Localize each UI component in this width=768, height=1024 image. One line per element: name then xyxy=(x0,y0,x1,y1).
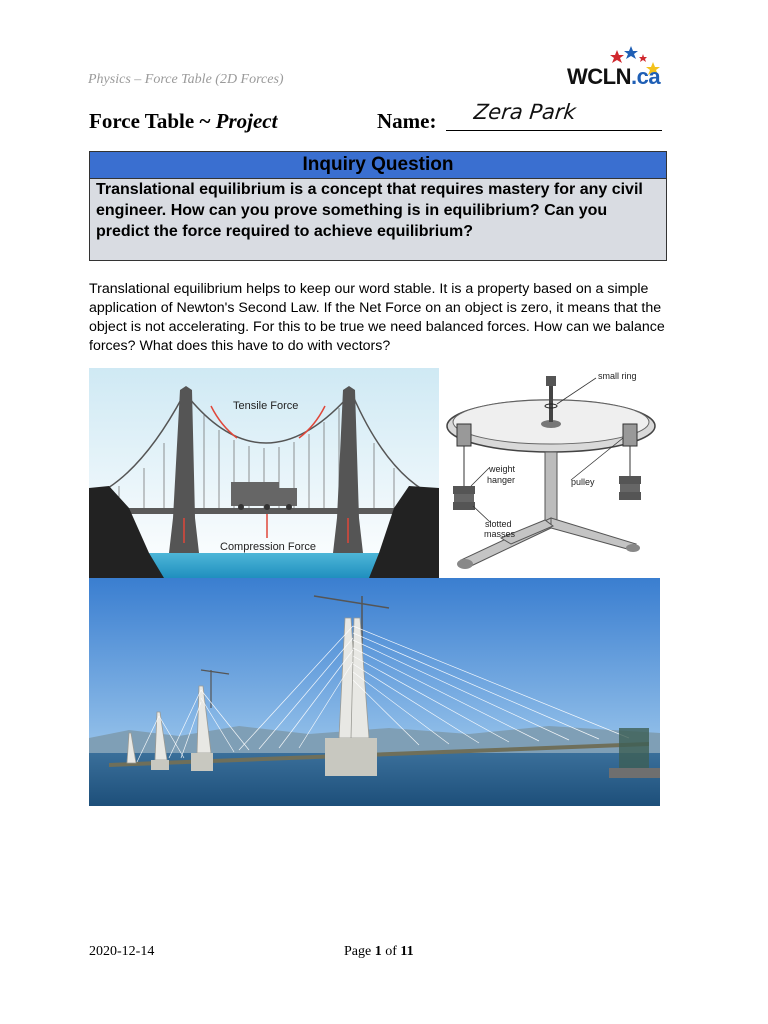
slotted-masses-label-1: slotted xyxy=(485,519,512,529)
inquiry-body: Translational equilibrium is a concept that requires mastery for any civil engineer. How can you prove something is in equilibrium? Can you predict the force required to achieve equilibrium? xyxy=(96,181,643,240)
small-ring-label: small ring xyxy=(598,371,637,381)
inquiry-heading: Inquiry Question xyxy=(90,152,666,179)
suspension-bridge-diagram xyxy=(89,368,439,578)
inquiry-box xyxy=(89,151,667,261)
slotted-masses-label-2: masses xyxy=(484,529,516,539)
compression-force-label: Compression Force xyxy=(220,541,316,553)
cable-stayed-bridge-photo xyxy=(89,578,660,806)
wcln-logo xyxy=(565,44,665,92)
pulley-label: pulley xyxy=(571,477,595,487)
weight-hanger-label-1: weight xyxy=(489,464,516,474)
name-value: Zera Park xyxy=(472,100,578,124)
intro-paragraph: Translational equilibrium helps to keep our word stable. It is a property based on a simple application of Newton's Second Law. If the Net Force on an object is zero, it means that the object is not accelerating. For this to be true we need balanced forces. How can we balance forces? What does this have to do with vectors? xyxy=(89,281,665,354)
weight-hanger-label-2: hanger xyxy=(487,475,516,485)
document-subtitle: Physics – Force Table (2D Forces) xyxy=(88,72,284,87)
name-label: Name: xyxy=(377,109,437,133)
logo-text: WCLN.ca xyxy=(567,64,661,89)
tensile-force-label: Tensile Force xyxy=(233,400,299,412)
footer-page-number: Page 1 of 11 xyxy=(344,944,414,959)
force-table-diagram xyxy=(441,368,660,578)
page-title: Force Table ~ Project xyxy=(89,109,278,133)
footer-date: 2020-12-14 xyxy=(89,944,155,959)
name-underline xyxy=(446,130,662,131)
